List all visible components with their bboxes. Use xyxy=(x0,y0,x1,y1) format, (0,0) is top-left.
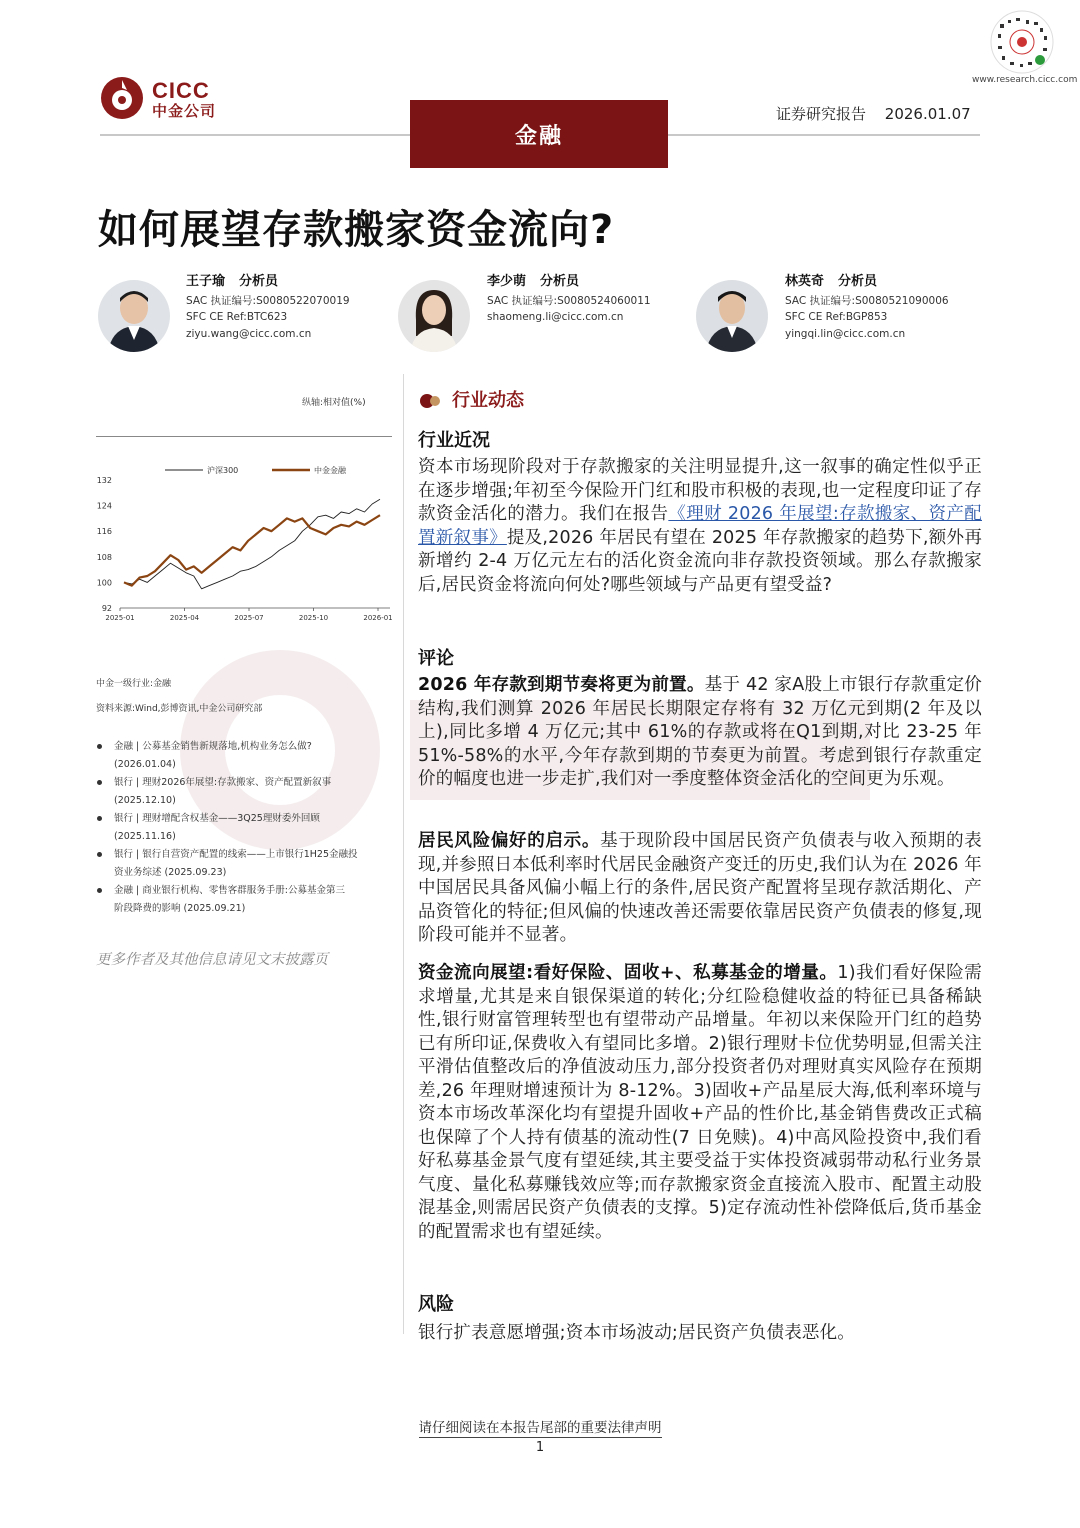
x-tick-label: 2025-10 xyxy=(298,614,329,622)
author-photo-1 xyxy=(98,280,170,352)
author-sac-2: SAC 执证编号:S0080524060011 xyxy=(487,294,651,307)
author-name-1: 王子瑜 分析员 xyxy=(186,274,279,289)
related-reports-list xyxy=(96,738,396,918)
x-tick-label: 2025-07 xyxy=(234,614,264,622)
qr-url-text: www.research.cicc.com xyxy=(972,75,1078,85)
industry-note: 中金一级行业:金融 xyxy=(96,679,172,689)
heading-risk: 风险 xyxy=(418,1294,454,1315)
related-report[interactable]: 银行 | 理财增配含权基金——3Q25理财委外回顾 (2025.11.16) xyxy=(96,810,396,846)
page-title: 如何展望存款搬家资金流向? xyxy=(98,207,615,253)
cicc-logo-icon xyxy=(100,76,144,120)
author-name-3: 林英奇 分析员 xyxy=(785,274,878,289)
x-tick-label: 2026-01 xyxy=(363,614,393,622)
more-info-note: 更多作者及其他信息请见文末披露页 xyxy=(96,952,328,968)
author-email-1: ziyu.wang@cicc.com.cn xyxy=(186,327,312,340)
axis-note: 纵轴:相对值(%) xyxy=(302,398,366,408)
report-link[interactable]: 《理财 2026 年展望:存款搬家、资产配置新叙事》 xyxy=(418,504,982,548)
y-tick-label: 108 xyxy=(96,552,112,562)
related-report[interactable]: 金融 | 商业银行机构、零售客群服务手册:公募基金第三 阶段降费的影响 (2025.09.21) xyxy=(96,882,396,918)
author-photo-2 xyxy=(398,280,470,352)
heading-comment: 评论 xyxy=(418,648,454,669)
related-report[interactable]: 金融 | 公募基金销售新规落地,机构业务怎么做? (2026.01.04) xyxy=(96,738,396,774)
series-line-csi300 xyxy=(124,499,380,589)
x-tick-label: 2025-04 xyxy=(169,614,200,622)
series-line-cicc-finance xyxy=(124,515,380,585)
section-dot-icon xyxy=(430,396,440,406)
chart-top-rule xyxy=(96,436,392,437)
sector-tab: 金融 xyxy=(410,100,668,168)
related-report[interactable]: 银行 | 理财2026年展望:存款搬家、资产配置新叙事 (2025.12.10) xyxy=(96,774,396,810)
paragraph-risk: 银行扩表意愿增强;资本市场波动;居民资产负债表恶化。 xyxy=(418,1323,855,1343)
report-type-date xyxy=(776,103,971,124)
author-photo-3 xyxy=(696,280,768,352)
report-date: 2026.01.07 xyxy=(884,105,971,123)
y-tick-label: 116 xyxy=(96,527,112,537)
author-sfc-1: SFC CE Ref:BTC623 xyxy=(186,311,288,323)
qr-code-icon xyxy=(990,10,1054,74)
legal-notice: 请仔细阅读在本报告尾部的重要法律声明 xyxy=(418,1420,662,1436)
author-email-3: yingqi.lin@cicc.com.cn xyxy=(785,327,906,340)
y-tick-label: 124 xyxy=(96,501,112,511)
logo-text-en: CICC xyxy=(152,78,210,103)
x-tick-label: 2025-01 xyxy=(105,614,135,622)
legend-label: 中金金融 xyxy=(314,466,346,475)
paragraph-risk-appetite: 居民风险偏好的启示。基于现阶段中国居民资产负债表与收入预期的表现,并参照日本低利率时代居民金融资产变迁的历史,我们认为在 2026 年中国居民具备风偏小幅上行的条件,居民资产配置将呈现存款活期化、产品资管化的特征;但风偏的快速改善还需要依靠居民资产负债表的修复,现阶段可能并不显著。 xyxy=(418,831,983,945)
paragraph-fund-flow: 资金流向展望:看好保险、固收+、私募基金的增量。1)我们看好保险需求增量,尤其是来自银保渠道的转化;分红险稳健收益的特征已具备稀缺性,银行财富管理转型也有望带动产品增量。年初以来保险开门红的趋势已有所印证,保费收入有望同比多增。2)银行理财卡位优势明显,但需关注平滑估值整改后的净值波动压力,部分投资者仍对理财真实风险存在预期差,26 年理财增速预计为 8-12%。3)固收+产品星辰大海,低利率环境与资本市场改革深化均有望提升固收+产品的性价比,基金销售费改正式稿也保障了个人持有债基的流动性(7 日免赎)。4)中高风险投资中,我们看好私募基金景气度有望延续,其主要受益于实体投资减弱带动私行业务景气度、量化私募赚钱效应等;而存款搬家资金直接流入股市、配置主动股混基金,则需居民资产负债表的支撑。5)定存流动性补偿降低后,货币基金的配置需求也有望延续。 xyxy=(418,963,983,1242)
y-tick-label: 92 xyxy=(101,604,112,613)
legend-label: 沪深300 xyxy=(207,466,239,475)
section-tag: 行业动态 xyxy=(420,386,524,412)
column-divider xyxy=(403,374,404,1334)
paragraph-recent: 资本市场现阶段对于存款搬家的关注明显提升,这一叙事的确定性似乎正在逐步增强;年初至今保险开门红和股市积极的表现,也一定程度印证了存款资金活化的潜力。我们在报告《理财 2026 年展望:存款搬家、资产配置新叙事》提及,2026 年居民有望在 2025 年存款搬家的趋势下,额外再新增约 2-4 万亿元左右的活化资金流向非存款投资领域。那么存款搬家后,居民资金将流向何处?哪些领域与产品更有望受益? xyxy=(418,457,983,595)
logo-text-cn: 中金公司 xyxy=(152,102,217,120)
author-sfc-3: SFC CE Ref:BGP853 xyxy=(785,311,888,323)
source-note: 资料来源:Wind,彭博资讯,中金公司研究部 xyxy=(96,704,263,714)
author-name-2: 李少萌 分析员 xyxy=(487,274,580,289)
author-sac-3: SAC 执证编号:S0080521090006 xyxy=(785,294,949,307)
performance-chart xyxy=(90,458,396,628)
author-email-2: shaomeng.li@cicc.com.cn xyxy=(487,311,624,323)
related-report[interactable]: 银行 | 银行自营资产配置的线索——上市银行1H25金融投 资业务综述 (2025.09.23) xyxy=(96,846,396,882)
author-sac-1: SAC 执证编号:S0080522070019 xyxy=(186,294,350,307)
y-tick-label: 100 xyxy=(96,578,112,588)
report-type: 证券研究报告 xyxy=(776,105,867,123)
heading-recent: 行业近况 xyxy=(418,430,490,451)
y-tick-label: 132 xyxy=(96,476,112,485)
paragraph-deposit-maturity: 2026 年存款到期节奏将更为前置。基于 42 家A股上市银行存款重定价结构,我们测算 2026 年居民长期限定存将有 32 万亿元到期(2 年及以上),同比多增 4 万亿元;其中 61%的存款或将在Q1到期,对比 23-25 年 51%-58%的水平,今年存款到期的节奏更为前置。考虑到银行存款重定价的幅度也进一步走扩,我们对一季度整体资金活化的空间更为乐观。 xyxy=(418,675,982,789)
page-number: 1 xyxy=(535,1440,545,1455)
